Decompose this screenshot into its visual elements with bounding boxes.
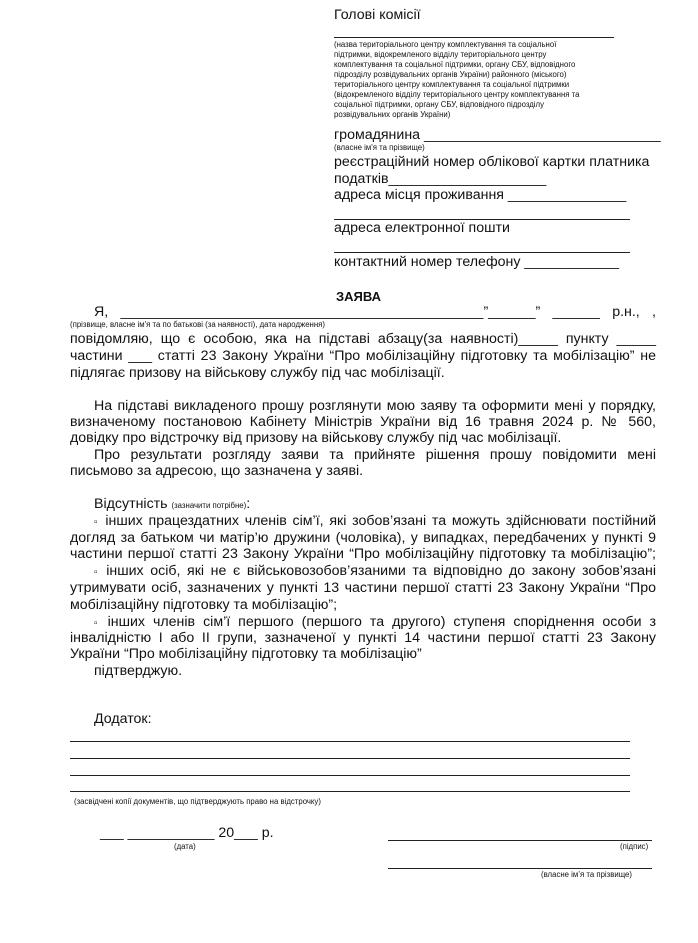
citizen-field[interactable]: громадянина ______________________________ bbox=[334, 127, 661, 143]
absence-label: Відсутність bbox=[94, 496, 168, 512]
date-note: (дата) bbox=[174, 842, 196, 851]
tax-number-label: реєстраційний номер облікової картки платника bbox=[334, 154, 650, 170]
attachment-note: (засвідчені копії документів, що підтверджують право на відстрочку) bbox=[74, 797, 321, 806]
intro-line-4: підлягає призову на військову службу під час мобілізації. bbox=[70, 365, 445, 381]
addressee-note-line: комплектування та соціальної підтримки, органу СБУ, відповідного bbox=[334, 60, 576, 69]
absence-item-1-text: інших працездатних членів сім’ї, які зобов’язані та можуть здійснювати постійний bbox=[105, 513, 656, 529]
intro-line-2[interactable]: повідомляю, що є особою, яка на підставі абзацу(за наявності)_____ пункту _____ bbox=[70, 331, 656, 347]
date-field[interactable]: ___ ___________ 20___ р. bbox=[100, 825, 274, 841]
signature-line[interactable] bbox=[388, 840, 652, 841]
absence-item-3-line-2: інвалідністю I або II групи, зазначеної у пункті 14 частини першої статті 23 Закону bbox=[70, 630, 656, 646]
intro-line-1[interactable]: Я, ______________________________________________”______” ______ р.н., , bbox=[94, 304, 656, 320]
phone-field[interactable]: контактний номер телефону ____________ bbox=[334, 254, 620, 270]
request-line-2: визначеному постановою Кабінету Міністрів України від 16 травня 2024 р. № 560, bbox=[70, 414, 656, 430]
request-line-1: На підставі викладеного прошу розглянути мою заяву та оформити мені у порядку, bbox=[94, 398, 656, 414]
attachment-line[interactable] bbox=[70, 791, 630, 792]
absence-item-2-text: інших осіб, які не є військовозобов’язаними та відповідно до закону зобов’язані bbox=[106, 563, 656, 579]
attachment-line[interactable] bbox=[70, 758, 630, 759]
absence-hint: (зазначити потрібне) bbox=[171, 501, 247, 510]
email-label: адреса електронної пошти bbox=[334, 220, 510, 236]
intro-note: (прізвище, власне ім'я та по батькові (за наявності), дата народження) bbox=[70, 320, 325, 329]
addressee-note-line: (назва територіального центру комплектування та соціальної bbox=[334, 40, 557, 49]
absence-colon: : bbox=[246, 496, 251, 512]
absence-heading bbox=[94, 496, 250, 513]
result-line-2: письмово за адресою, що зазначена у заяві. bbox=[70, 463, 364, 479]
attachment-line[interactable] bbox=[70, 775, 630, 776]
addressee-note-line: (відокремленого відділу територіального центру комплектування та bbox=[334, 90, 580, 99]
absence-item-1-line-3: частини першої статті 23 Закону України “Про мобілізаційну підготовку та мобілізацію”; bbox=[70, 546, 656, 562]
request-line-3: довідку про відстрочку від призову на військову службу під час мобілізації. bbox=[70, 430, 562, 446]
addressee-note-line: підрозділу розвідувальних органів України) районного (міського) bbox=[334, 70, 567, 79]
addressee-note-line: розвідувальних органів України) bbox=[334, 110, 451, 119]
addressee-title: Голові комісії bbox=[334, 7, 421, 23]
addressee-underline[interactable] bbox=[334, 37, 614, 38]
citizen-note: (власне ім'я та прізвище) bbox=[334, 143, 425, 152]
absence-item-2-line-3: мобілізаційну підготовку та мобілізацію”; bbox=[70, 597, 338, 613]
absence-item-2-line-1[interactable] bbox=[94, 563, 656, 581]
absence-item-3-text: інших членів сім’ї першого (першого та другого) ступеня споріднення особи з bbox=[107, 614, 657, 630]
attachment-label: Додаток: bbox=[94, 711, 152, 727]
addressee-note bbox=[334, 40, 579, 120]
checkbox-icon[interactable]: ▫ bbox=[94, 618, 102, 629]
checkbox-icon[interactable]: ▫ bbox=[94, 567, 101, 578]
absence-confirm: підтверджую. bbox=[94, 663, 183, 679]
absence-item-3-line-3: України “Про мобілізаційну підготовку та мобілізацію” bbox=[70, 646, 422, 662]
intro-line-3[interactable]: частини ___ статті 23 Закону України “Про мобілізаційну підготовку та мобілізацію” не bbox=[70, 348, 656, 364]
checkbox-icon[interactable]: ▫ bbox=[94, 517, 100, 528]
name-line[interactable] bbox=[388, 868, 652, 869]
email-underline[interactable] bbox=[334, 252, 630, 253]
absence-item-1-line-1[interactable] bbox=[94, 513, 656, 531]
address-field[interactable]: адреса місця проживання _______________ bbox=[334, 187, 627, 203]
signature-note: (підпис) bbox=[620, 842, 649, 851]
attachment-line[interactable] bbox=[70, 741, 630, 742]
absence-item-1-line-2: догляд за батьком чи матір’ю дружини (чоловіка), у випадках, передбачених у пункті 9 bbox=[70, 530, 656, 546]
result-line-1: Про результати розгляду заяви та прийняте рішення прошу повідомити мені bbox=[94, 447, 656, 463]
name-note: (власне ім’я та прізвище) bbox=[541, 870, 632, 879]
tax-number-field[interactable]: податків____________________ bbox=[334, 171, 547, 187]
absence-item-2-line-2: утримувати осіб, зазначених у пункті 13 частини першої статті 23 Закону України “Про bbox=[70, 580, 656, 596]
addressee-note-line: територіального центру комплектування та соціальної підтримки bbox=[334, 80, 570, 89]
document-title: ЗАЯВА bbox=[336, 289, 382, 304]
addressee-note-line: підтримки, відокремленого відділу територіального центру bbox=[334, 50, 547, 59]
addressee-note-line: соціальної підтримки, органу СБУ, відповідного підрозділу bbox=[334, 100, 544, 109]
